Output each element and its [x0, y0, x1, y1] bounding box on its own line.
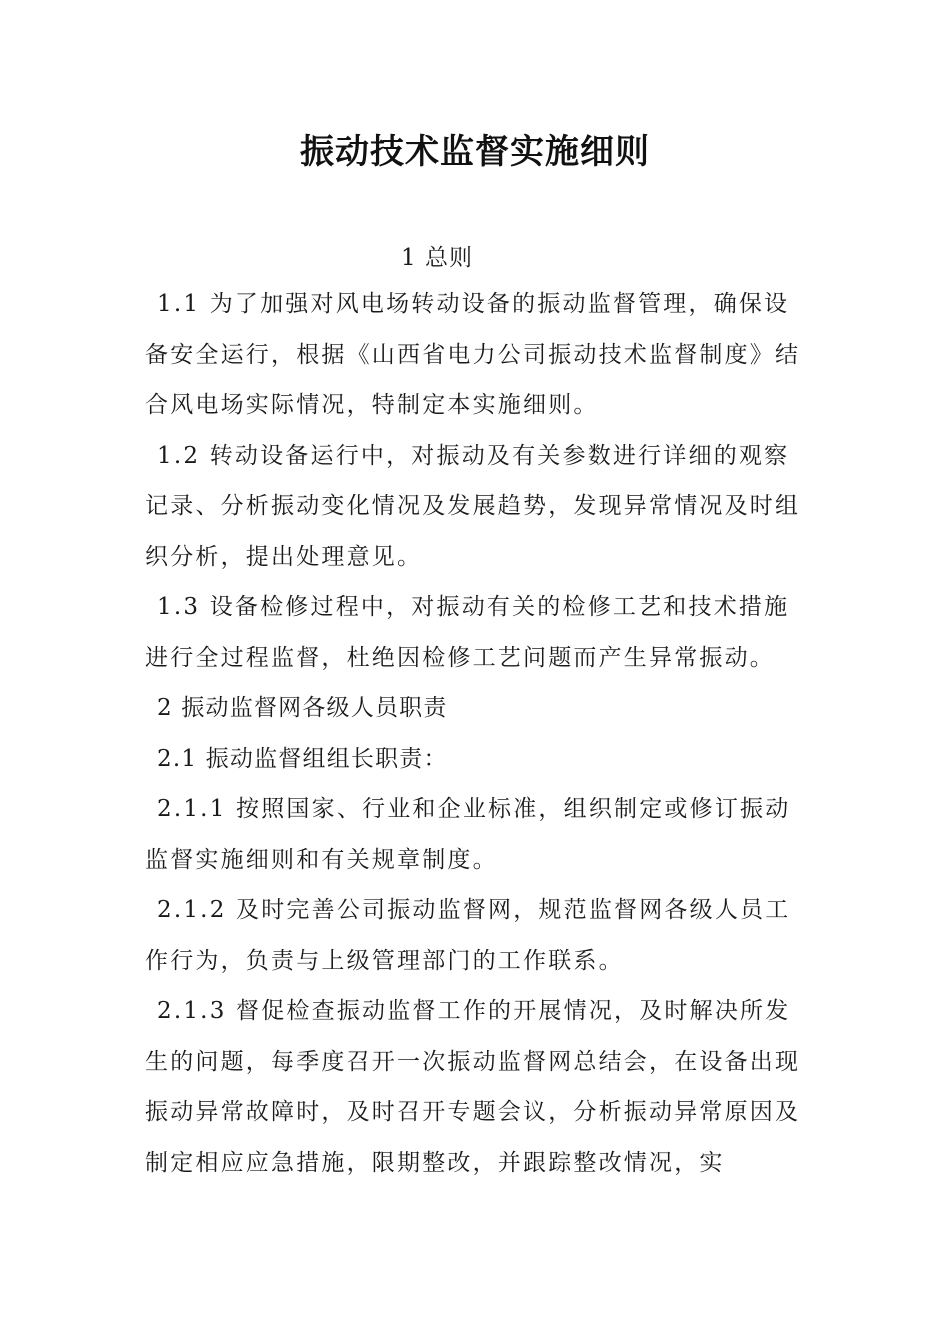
section-heading-duties: 2 振动监督网各级人员职责	[157, 695, 448, 721]
paragraph-1-2: 1.2 转动设备运行中，对振动及有关参数进行详细的观察记录、分析振动变化情况及发展趋势，发现异常情况及时组织分析，提出处理意见。	[145, 442, 801, 570]
paragraph-2-1-1: 2.1.1 按照国家、行业和企业标准，组织制定或修订振动监督实施细则和有关规章制度。	[145, 796, 791, 873]
document-body	[145, 237, 809, 1188]
document-title: 振动技术监督实施细则	[300, 132, 650, 172]
section-heading-general: 1 总则	[401, 245, 473, 271]
paragraph-1-3: 1.3 设备检修过程中，对振动有关的检修工艺和技术措施进行全过程监督，杜绝因检修工艺问题而产生异常振动。	[145, 594, 790, 671]
paragraph-2-1-2: 2.1.2 及时完善公司振动监督网，规范监督网各级人员工作行为，负责与上级管理部门的工作联系。	[145, 897, 791, 974]
paragraph-1-1: 1.1 为了加强对风电场转动设备的振动监督管理，确保设备安全运行，根据《山西省电力公司振动技术监督制度》结合风电场实际情况，特制定本实施细则。	[145, 291, 801, 418]
paragraph-2-1-3: 2.1.3 督促检查振动监督工作的开展情况，及时解决所发生的问题，每季度召开一次振动监督网总结会，在设备出现振动异常故障时，及时召开专题会议，分析振动异常原因及制定相应应急措施，限期整改，并跟踪整改情况，实	[145, 998, 801, 1176]
paragraph-2-1: 2.1 振动监督组组长职责：	[157, 745, 448, 772]
